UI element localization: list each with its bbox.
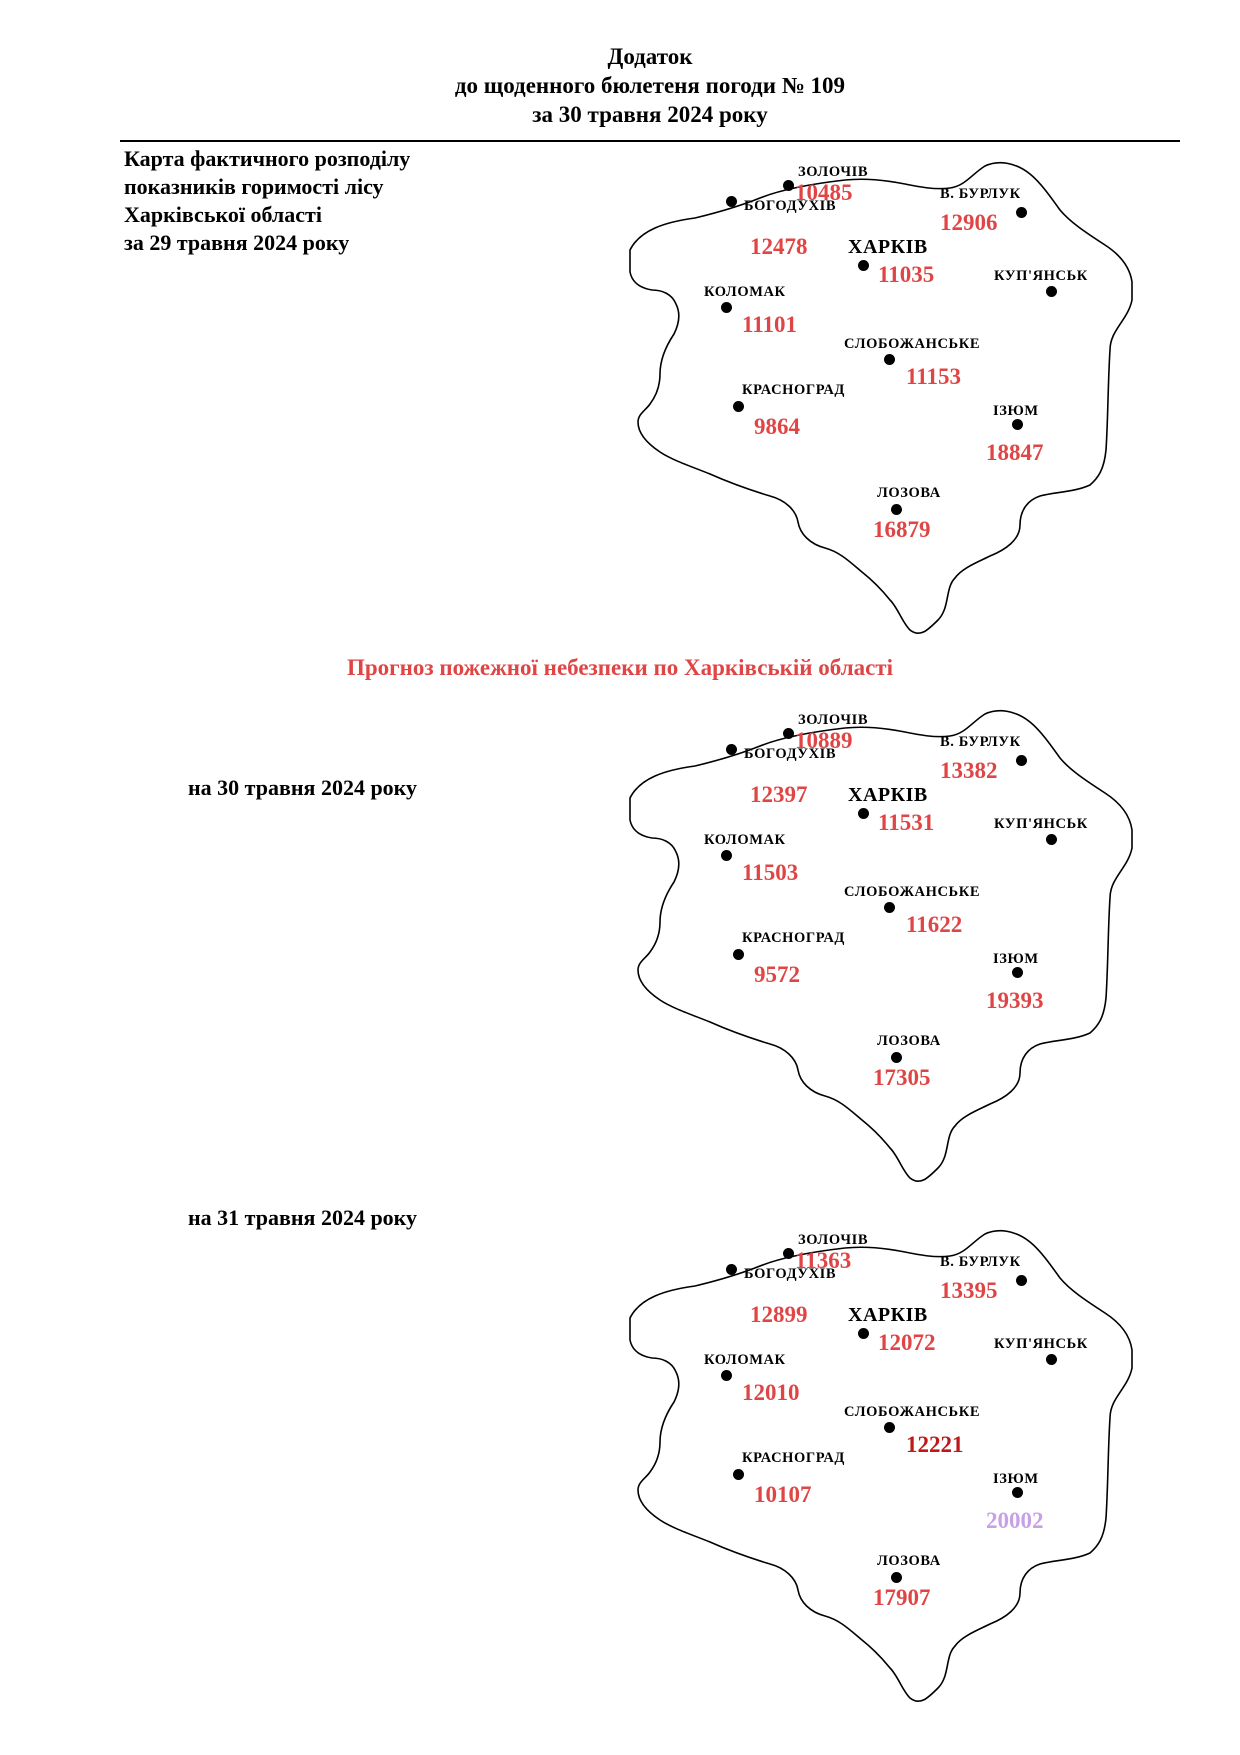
fire-index-value-vburluk: 13395 [940,1278,998,1303]
city-label-vburluk: В. БУРЛУК [940,1254,1021,1270]
city-label-kolomak: КОЛОМАК [704,832,786,848]
city-label-slobozh: СЛОБОЖАНСЬКЕ [844,884,981,900]
city-label-izium: ІЗЮМ [993,403,1039,419]
city-dot-bohodukhiv [726,196,737,207]
map-title-line-1: Карта фактичного розподілу [124,146,411,171]
city-label-zolochiv: ЗОЛОЧІВ [798,1232,869,1248]
city-label-krasnohrad: КРАСНОГРАД [742,382,845,398]
city-dot-lozova [891,1572,902,1583]
city-dot-izium [1012,419,1023,430]
map-title-line-3: Харківської області [124,202,322,227]
city-dot-lozova [891,504,902,515]
region-map-actual [610,160,1170,660]
forecast-date-label-1: на 30 травня 2024 року [188,775,418,800]
fire-index-value-lozova: 17907 [873,1585,931,1610]
region-map-forecast-day-2 [610,1228,1170,1728]
city-dot-kolomak [721,850,732,861]
fire-index-value-krasnohrad: 10107 [754,1482,812,1507]
city-dot-vburluk [1016,207,1027,218]
city-label-kolomak: КОЛОМАК [704,1352,786,1368]
city-label-izium: ІЗЮМ [993,951,1039,967]
city-dot-vburluk [1016,755,1027,766]
fire-index-value-kolomak: 12010 [742,1380,800,1405]
city-dot-bohodukhiv [726,1264,737,1275]
fire-index-value-bohodukhiv: 12397 [750,782,808,807]
city-dot-krasnohrad [733,1469,744,1480]
fire-index-value-bohodukhiv: 12478 [750,234,808,259]
fire-index-value-zolochiv: 10889 [795,728,853,753]
kharkiv-oblast-outline [630,1231,1132,1702]
region-outline-svg [610,1228,1150,1708]
city-dot-krasnohrad [733,401,744,412]
map-title-line-4: за 29 травня 2024 року [124,230,350,255]
city-dot-izium [1012,1487,1023,1498]
city-label-krasnohrad: КРАСНОГРАД [742,1450,845,1466]
fire-index-value-kharkiv: 12072 [878,1330,936,1355]
forecast-date-label-2: на 31 травня 2024 року [188,1205,418,1230]
forecast-title: Прогноз пожежної небезпеки по Харківській області [346,655,893,680]
map-title-line-2: показників горимості лісу [124,174,384,199]
fire-index-value-kharkiv: 11531 [878,810,935,835]
fire-index-value-kharkiv: 11035 [878,262,935,287]
city-dot-vburluk [1016,1275,1027,1286]
fire-index-value-kolomak: 11101 [742,312,797,337]
city-dot-zolochiv [783,180,794,191]
city-dot-bohodukhiv [726,744,737,755]
city-dot-slobozh [884,354,895,365]
fire-index-value-kolomak: 11503 [742,860,799,885]
city-label-kupiansk: КУП'ЯНСЬК [994,268,1088,284]
city-dot-slobozh [884,1422,895,1433]
fire-index-value-krasnohrad: 9864 [754,414,800,439]
bulletin-header [120,42,1180,129]
region-outline-svg [610,160,1150,640]
header-line-1: Додаток [607,44,693,69]
city-label-lozova: ЛОЗОВА [877,1553,941,1569]
city-label-bohodukhiv: БОГОДУХІВ [744,198,837,214]
fire-index-value-izium: 20002 [986,1508,1044,1533]
fire-index-value-krasnohrad: 9572 [754,962,800,987]
fire-index-value-slobozh: 12221 [906,1432,964,1457]
region-outline-svg [610,708,1150,1188]
city-dot-kharkiv [858,260,869,271]
city-label-bohodukhiv: БОГОДУХІВ [744,1266,837,1282]
city-label-lozova: ЛОЗОВА [877,485,941,501]
city-label-kupiansk: КУП'ЯНСЬК [994,1336,1088,1352]
kharkiv-oblast-outline [630,711,1132,1182]
city-label-zolochiv: ЗОЛОЧІВ [798,712,869,728]
city-dot-kolomak [721,302,732,313]
city-label-slobozh: СЛОБОЖАНСЬКЕ [844,336,981,352]
header-line-2: до щоденного бюлетеня погоди № 109 [454,73,846,98]
city-dot-kharkiv [858,1328,869,1339]
fire-index-value-lozova: 17305 [873,1065,931,1090]
fire-index-value-slobozh: 11153 [906,364,961,389]
fire-index-value-bohodukhiv: 12899 [750,1302,808,1327]
header-divider [120,140,1180,142]
city-dot-krasnohrad [733,949,744,960]
city-dot-kolomak [721,1370,732,1381]
city-dot-izium [1012,967,1023,978]
fire-index-value-vburluk: 13382 [940,758,998,783]
fire-index-value-lozova: 16879 [873,517,931,542]
city-dot-kupiansk [1046,834,1057,845]
city-label-kharkiv: ХАРКІВ [848,236,928,258]
city-dot-zolochiv [783,728,794,739]
city-label-kupiansk: КУП'ЯНСЬК [994,816,1088,832]
city-label-slobozh: СЛОБОЖАНСЬКЕ [844,1404,981,1420]
fire-index-value-vburluk: 12906 [940,210,998,235]
actual-map-title [124,145,410,257]
city-dot-kharkiv [858,808,869,819]
city-label-zolochiv: ЗОЛОЧІВ [798,164,869,180]
city-dot-kupiansk [1046,286,1057,297]
city-label-krasnohrad: КРАСНОГРАД [742,930,845,946]
fire-index-value-slobozh: 11622 [906,912,963,937]
city-label-vburluk: В. БУРЛУК [940,186,1021,202]
fire-index-value-izium: 18847 [986,440,1044,465]
city-label-izium: ІЗЮМ [993,1471,1039,1487]
city-dot-kupiansk [1046,1354,1057,1365]
city-label-lozova: ЛОЗОВА [877,1033,941,1049]
fire-index-value-zolochiv: 10485 [795,180,853,205]
city-dot-slobozh [884,902,895,913]
fire-index-value-zolochiv: 11363 [795,1248,852,1273]
city-dot-lozova [891,1052,902,1063]
fire-index-value-izium: 19393 [986,988,1044,1013]
city-dot-zolochiv [783,1248,794,1259]
city-label-kolomak: КОЛОМАК [704,284,786,300]
city-label-bohodukhiv: БОГОДУХІВ [744,746,837,762]
region-map-forecast-day-1 [610,708,1170,1208]
kharkiv-oblast-outline [630,163,1132,634]
header-line-3: за 30 травня 2024 року [532,102,768,127]
city-label-vburluk: В. БУРЛУК [940,734,1021,750]
city-label-kharkiv: ХАРКІВ [848,1304,928,1326]
city-label-kharkiv: ХАРКІВ [848,784,928,806]
